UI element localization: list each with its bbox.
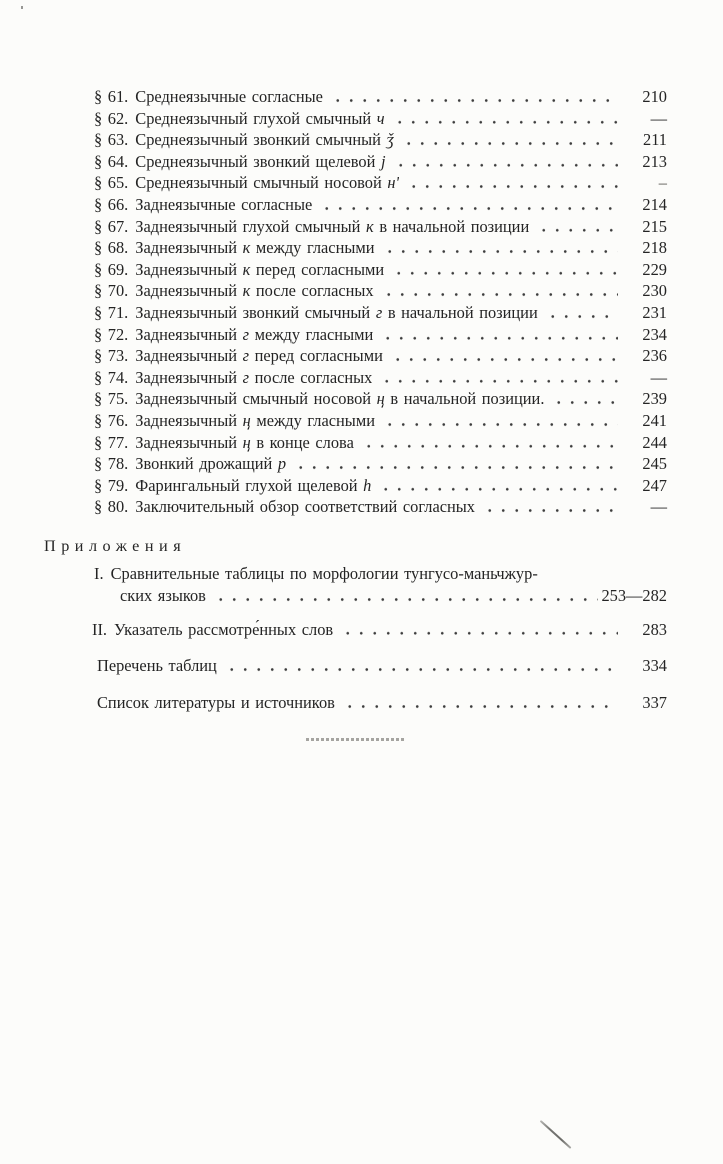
title-text: Среднеязычный звонкий щелевой xyxy=(135,151,381,171)
toc-entry-section-label: § 63. xyxy=(94,130,129,150)
toc-entry-page: 245 xyxy=(642,454,667,474)
phoneme-symbol: н' xyxy=(387,173,400,193)
phoneme-symbol: к xyxy=(242,281,251,301)
toc-entry xyxy=(94,367,667,389)
leader-dots xyxy=(212,585,599,608)
toc-entry-page: 236 xyxy=(642,346,667,366)
leader-dots xyxy=(380,280,618,302)
phoneme-symbol: к xyxy=(366,216,374,236)
toc-entry-page: 218 xyxy=(642,238,667,258)
toc-entry-title xyxy=(135,129,394,151)
title-text: Заключительный обзор соответствий согласных xyxy=(135,497,475,517)
backmatter-title: Перечень таблиц xyxy=(97,656,217,676)
title-text: между гласными xyxy=(248,324,374,344)
title-text: перед согласными xyxy=(248,346,383,366)
toc-entry-title xyxy=(135,151,385,173)
toc-entry-section-label: § 70. xyxy=(94,281,129,301)
appendix-item-1 xyxy=(94,563,667,608)
toc-section-list xyxy=(94,86,667,518)
toc-entry-page: 239 xyxy=(642,389,667,409)
toc-entry-page: 210 xyxy=(642,87,667,106)
leader-dots xyxy=(339,619,618,641)
toc-entry-title xyxy=(135,324,373,346)
toc-entry-section-label: § 78. xyxy=(94,454,129,474)
phoneme-symbol: h xyxy=(363,475,372,495)
toc-entry-title xyxy=(135,86,323,108)
leader-dots xyxy=(329,86,618,108)
phoneme-symbol: ң xyxy=(242,410,251,430)
toc-entry-section-label: § 68. xyxy=(94,238,129,258)
title-text: между гласными xyxy=(250,410,375,430)
toc-entry-title xyxy=(135,367,372,389)
toc-entry-page: — xyxy=(650,497,667,517)
toc-entry xyxy=(94,237,667,259)
toc-entry-page: 211 xyxy=(643,130,667,150)
leader-dots xyxy=(223,655,618,677)
appendix-item-1-line2 xyxy=(120,585,667,608)
title-text: Заднеязычный xyxy=(135,324,243,344)
toc-entry-page: 244 xyxy=(642,432,667,452)
toc-entry xyxy=(94,108,667,130)
toc-entry-section-label: § 65. xyxy=(94,173,129,193)
toc-entry-page: 229 xyxy=(642,259,667,279)
toc-entry-section-label: § 61. xyxy=(94,87,129,106)
appendix-item-1-pages: 253—282 xyxy=(601,586,667,606)
toc-entry-title xyxy=(135,388,544,410)
leader-dots xyxy=(550,388,618,410)
phoneme-symbol: ң xyxy=(242,432,251,452)
toc-entry-title xyxy=(135,172,399,194)
toc-entry-title xyxy=(135,194,312,216)
toc-entry-page: 247 xyxy=(642,475,667,495)
title-text: Заднеязычный xyxy=(135,367,243,387)
toc-entry xyxy=(94,302,667,324)
toc-entry xyxy=(94,129,667,151)
toc-entry-title xyxy=(135,410,375,432)
toc-entry-page: 215 xyxy=(642,216,667,236)
appendix-item-1-title: Сравнительные таблицы по морфологии тунгусо-маньчжур- xyxy=(110,563,538,583)
leader-dots xyxy=(360,432,618,454)
title-text: перед согласными xyxy=(250,259,385,279)
phoneme-symbol: р xyxy=(277,454,287,474)
title-text: Заднеязычный смычный носовой xyxy=(135,389,377,409)
phoneme-symbol: к xyxy=(242,238,251,258)
toc-entry-title xyxy=(135,475,371,497)
scratch-mark xyxy=(540,1120,572,1149)
toc-entry-section-label: § 64. xyxy=(94,151,129,171)
phoneme-symbol: к xyxy=(242,259,251,279)
toc-entry-page: — xyxy=(650,367,667,387)
title-text: в начальной позиции. xyxy=(384,389,545,409)
appendix-item-2-page: 283 xyxy=(642,619,667,639)
title-text: Заднеязычный звонкий смычный xyxy=(135,302,376,322)
leader-dots xyxy=(400,129,618,151)
leader-dots xyxy=(378,367,618,389)
toc-entry-page: 213 xyxy=(642,151,667,171)
toc-entry xyxy=(94,388,667,410)
toc-entry-page: 231 xyxy=(642,302,667,322)
appendix-item-1-line1 xyxy=(94,563,667,586)
backmatter-item-bibliography xyxy=(97,692,667,714)
title-text: Среднеязычный смычный носовой xyxy=(135,173,388,193)
appendix-item-2-title: Указатель рассмотре́нных слов xyxy=(114,619,334,639)
toc-entry-title xyxy=(135,237,374,259)
leader-dots xyxy=(341,692,618,714)
phoneme-symbol: ң xyxy=(376,389,385,409)
toc-entry-page: 230 xyxy=(642,281,667,301)
toc-entry-section-label: § 71. xyxy=(94,302,129,322)
leader-dots xyxy=(405,172,618,194)
toc-entry-page: – xyxy=(658,173,667,193)
phoneme-symbol: ч xyxy=(376,108,385,128)
phoneme-symbol: г xyxy=(242,346,249,366)
toc-entry-section-label: § 69. xyxy=(94,259,129,279)
appendix-item-1-number: I. xyxy=(94,563,104,583)
toc-entry-section-label: § 67. xyxy=(94,216,129,236)
toc-entry-title xyxy=(135,259,384,281)
leader-dots xyxy=(390,259,618,281)
toc-entry-section-label: § 75. xyxy=(94,389,129,409)
toc-entry-page: 241 xyxy=(642,410,667,430)
toc-entry-title xyxy=(135,280,373,302)
backmatter-item-tables xyxy=(97,655,667,677)
appendices-heading: Приложения xyxy=(44,536,187,555)
toc-entry-section-label: § 74. xyxy=(94,367,129,387)
title-text: Заднеязычный xyxy=(135,410,243,430)
toc-entry xyxy=(94,410,667,432)
toc-entry-title xyxy=(135,108,384,130)
backmatter-page: 337 xyxy=(642,693,667,713)
toc-entry-title xyxy=(135,345,383,367)
title-text: Заднеязычный xyxy=(135,238,243,258)
toc-entry xyxy=(94,194,667,216)
leader-dots xyxy=(318,194,618,216)
toc-entry xyxy=(94,345,667,367)
title-text: Заднеязычный xyxy=(135,259,243,279)
toc-entry-section-label: § 73. xyxy=(94,346,129,366)
toc-entry xyxy=(94,280,667,302)
toc-entry-section-label: § 72. xyxy=(94,324,129,344)
toc-entry xyxy=(94,172,667,194)
phoneme-symbol: г xyxy=(375,302,383,322)
toc-entry xyxy=(94,432,667,454)
print-artifact-line xyxy=(306,738,404,741)
toc-entry-page: 214 xyxy=(642,194,667,214)
title-text: в начальной позиции xyxy=(373,216,530,236)
title-text: Фарингальный глухой щелевой xyxy=(135,475,364,495)
toc-entry xyxy=(94,86,667,108)
phoneme-symbol: г xyxy=(242,367,249,387)
title-text: между гласными xyxy=(250,238,375,258)
title-text: Среднеязычный звонкий смычный xyxy=(135,130,387,150)
title-text: после согласных xyxy=(250,281,374,301)
title-text: Заднеязычный xyxy=(135,346,243,366)
toc-entry-title xyxy=(135,453,286,475)
appendix-item-2 xyxy=(92,619,667,641)
title-text: Среднеязычные согласные xyxy=(135,87,323,106)
toc-entry-section-label: § 62. xyxy=(94,108,129,128)
backmatter-page: 334 xyxy=(642,656,667,676)
leader-dots xyxy=(381,237,619,259)
toc-entry-title xyxy=(135,216,529,238)
leader-dots xyxy=(292,453,618,475)
leader-dots xyxy=(481,496,618,518)
toc-entry-page: — xyxy=(650,108,667,128)
scan-speck xyxy=(21,6,23,9)
toc-entry xyxy=(94,453,667,475)
toc-entry xyxy=(94,496,667,518)
phoneme-symbol: ǯ xyxy=(386,130,394,150)
leader-dots xyxy=(544,302,618,324)
leader-dots xyxy=(389,345,618,367)
title-text: в конце слова xyxy=(250,432,354,452)
title-text: Среднеязычный глухой смычный xyxy=(135,108,377,128)
toc-entry-title xyxy=(135,432,354,454)
phoneme-symbol: г xyxy=(242,324,249,344)
appendix-item-1-title-continued: ских языков xyxy=(120,586,206,606)
backmatter-title: Список литературы и источников xyxy=(97,693,335,713)
toc-entry-page: 234 xyxy=(642,324,667,344)
toc-entry-section-label: § 77. xyxy=(94,432,129,452)
toc-entry xyxy=(94,216,667,238)
toc-entry-section-label: § 76. xyxy=(94,410,129,430)
leader-dots xyxy=(379,324,618,346)
phoneme-symbol: j xyxy=(381,151,386,171)
toc-entry xyxy=(94,475,667,497)
toc-entry xyxy=(94,151,667,173)
title-text: Заднеязычный глухой смычный xyxy=(135,216,367,236)
toc-entry-section-label: § 66. xyxy=(94,194,129,214)
leader-dots xyxy=(391,108,618,130)
toc-entry-title xyxy=(135,496,475,518)
toc-entry xyxy=(94,259,667,281)
appendix-item-2-number: II. xyxy=(92,619,108,639)
toc-entry-section-label: § 79. xyxy=(94,475,129,495)
toc-entry-section-label: § 80. xyxy=(94,497,129,517)
title-text: после согласных xyxy=(248,367,373,387)
table-of-contents xyxy=(42,86,667,714)
title-text: Заднеязычный xyxy=(135,432,243,452)
leader-dots xyxy=(381,410,618,432)
title-text: Заднеязычные согласные xyxy=(135,194,313,214)
title-text: Заднеязычный xyxy=(135,281,243,301)
title-text: Звонкий дрожащий xyxy=(135,454,278,474)
title-text: в начальной позиции xyxy=(382,302,538,322)
toc-entry-title xyxy=(135,302,537,324)
leader-dots xyxy=(392,151,618,173)
leader-dots xyxy=(535,216,618,238)
leader-dots xyxy=(377,475,618,497)
toc-entry xyxy=(94,324,667,346)
